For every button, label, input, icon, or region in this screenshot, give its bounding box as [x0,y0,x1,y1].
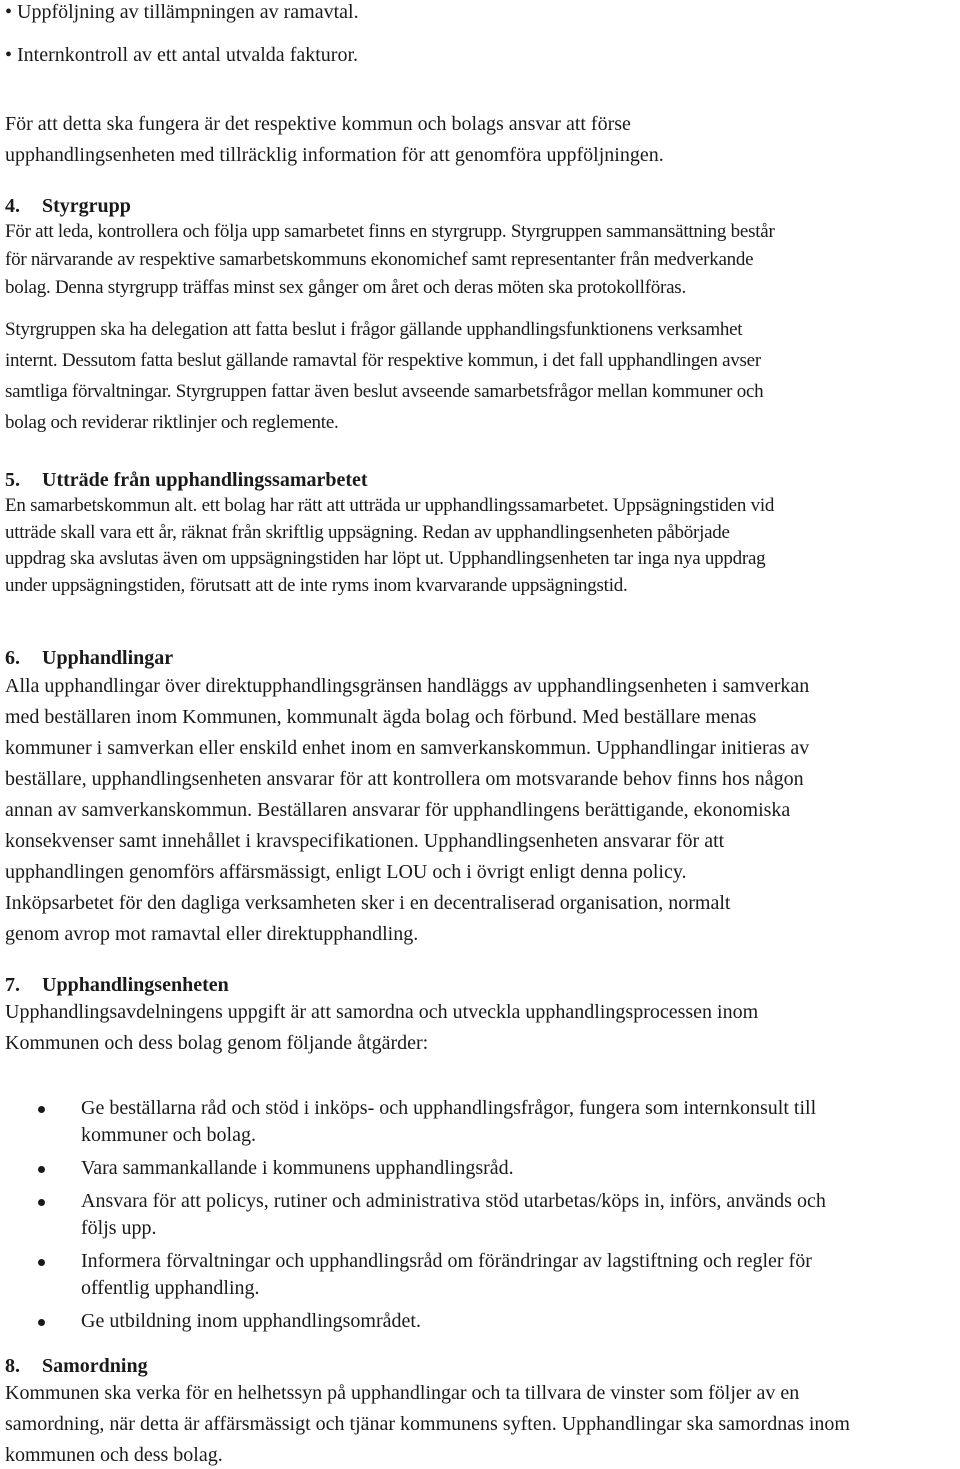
section-7-p1-line-1: Upphandlingsavdelningens uppgift är att samordna och utveckla upphandlingsprocessen inom [5,1001,759,1023]
section-6-heading [5,646,173,670]
bullet-icon [38,1166,45,1173]
section-5-number: 5. [5,469,20,491]
section-5-p1-line-3: uppdrag ska avslutas även om uppsägningstiden har löpt ut. Upphandlingsenheten tar inga nya uppdrag [5,548,766,569]
list-item-continuation: offentlig upphandling. [81,1277,260,1299]
section-8-p1-line-1: Kommunen ska verka för en helhetssyn på upphandlingar och ta tillvara de vinster som följer av en [5,1382,800,1404]
section-8-number: 8. [5,1355,20,1377]
section-4-p1-line-1: För att leda, kontrollera och följa upp samarbetet finns en styrgrupp. Styrgruppen sammansättning består [5,221,775,242]
section-4-p2-line-3: samtliga förvaltningar. Styrgruppen fattar även beslut avseende samarbetsfrågor mellan kommuner och [5,381,764,402]
section-6-title: Upphandlingar [42,647,174,669]
list-item-continuation: kommuner och bolag. [81,1124,256,1146]
section-4-p2-line-2: internt. Dessutom fatta beslut gällande ramavtal för respektive kommun, i det fall upphandlingen avser [5,350,761,371]
bullet-icon [38,1259,45,1266]
section-4-p1-line-3: bolag. Denna styrgrupp träffas minst sex gånger om året och deras möten ska protokollföras. [5,277,686,298]
section-5-title: Utträde från upphandlingssamarbetet [42,469,368,491]
section-4-title: Styrgrupp [42,195,131,217]
section-6-number: 6. [5,647,20,669]
section-7-title: Upphandlingsenheten [42,974,229,996]
section-7-heading [5,973,229,997]
list-item-text: Ge beställarna råd och stöd i inköps- och upphandlingsfrågor, fungera som internkonsult till [81,1097,817,1119]
section-6-p1-line-9: genom avrop mot ramavtal eller direktupphandling. [5,923,419,945]
section-4-p2-line-1: Styrgruppen ska ha delegation att fatta beslut i frågor gällande upphandlingsfunktionens verksamhet [5,319,743,340]
intro-bullet-2: • Internkontroll av ett antal utvalda fakturor. [5,44,358,66]
section-6-p1-line-4: beställare, upphandlingsenheten ansvarar för att kontrollera om motsvarande behov finns hos någon [5,768,804,790]
list-item-text: Ansvara för att policys, rutiner och administrativa stöd utarbetas/köps in, införs, används och [81,1190,826,1212]
section-7-number: 7. [5,974,20,996]
section-6-p1-line-2: med beställaren inom Kommunen, kommunalt ägda bolag och förbund. Med beställare menas [5,706,757,728]
list-item-text: Informera förvaltningar och upphandlingsråd om förändringar av lagstiftning och regler för [81,1250,812,1272]
section-5-heading [5,468,368,492]
section-8-p1-line-3: kommunen och dess bolag. [5,1444,223,1466]
section-4-heading [5,194,131,218]
list-item-continuation: följs upp. [81,1217,157,1239]
intro-bullet-1: • Uppföljning av tillämpningen av ramavtal. [5,1,359,23]
section-5-p1-line-1: En samarbetskommun alt. ett bolag har rätt att utträda ur upphandlingssamarbetet. Uppsägningstiden vid [5,495,775,516]
section-8-p1-line-2: samordning, när detta är affärsmässigt och tjänar kommunens syften. Upphandlingar ska samordnas inom [5,1413,850,1435]
section-8-title: Samordning [42,1355,148,1377]
bullet-icon [38,1106,45,1113]
section-4-p1-line-2: för närvarande av respektive samarbetskommuns ekonomichef samt representanter från medverkande [5,249,754,270]
section-5-p1-line-2: utträde skall vara ett år, räknat från skriftlig uppsägning. Redan av upphandlingsenheten påbörjade [5,522,730,543]
section-6-p1-line-6: konsekvenser samt innehållet i kravspecifikationen. Upphandlingsenheten ansvarar för att [5,830,725,852]
section-8-heading [5,1354,148,1378]
section-6-p1-line-7: upphandlingen genomförs affärsmässigt, enligt LOU och i övrigt enligt denna policy. [5,861,687,883]
section-4-number: 4. [5,195,20,217]
intro-paragraph-line-2: upphandlingsenheten med tillräcklig information för att genomföra uppföljningen. [5,144,664,166]
section-5-p1-line-4: under uppsägningstiden, förutsatt att de inte ryms inom kvarvarande uppsägningstid. [5,575,628,596]
bullet-icon [38,1319,45,1326]
list-item-text: Vara sammankallande i kommunens upphandlingsråd. [81,1157,514,1179]
section-4-p2-line-4: bolag och reviderar riktlinjer och reglemente. [5,412,339,433]
section-6-p1-line-8: Inköpsarbetet för den dagliga verksamheten sker i en decentraliserad organisation, normalt [5,892,731,914]
section-6-p1-line-1: Alla upphandlingar över direktupphandlingsgränsen handläggs av upphandlingsenheten i samverkan [5,675,810,697]
intro-paragraph-line-1: För att detta ska fungera är det respektive kommun och bolags ansvar att förse [5,113,631,135]
section-7-p1-line-2: Kommunen och dess bolag genom följande åtgärder: [5,1032,429,1054]
bullet-icon [38,1199,45,1206]
section-6-p1-line-5: annan av samverkanskommun. Beställaren ansvarar för upphandlingens berättigande, ekonomiska [5,799,791,821]
list-item-text: Ge utbildning inom upphandlingsområdet. [81,1310,421,1332]
section-6-p1-line-3: kommuner i samverkan eller enskild enhet inom en samverkanskommun. Upphandlingar initieras av [5,737,810,759]
